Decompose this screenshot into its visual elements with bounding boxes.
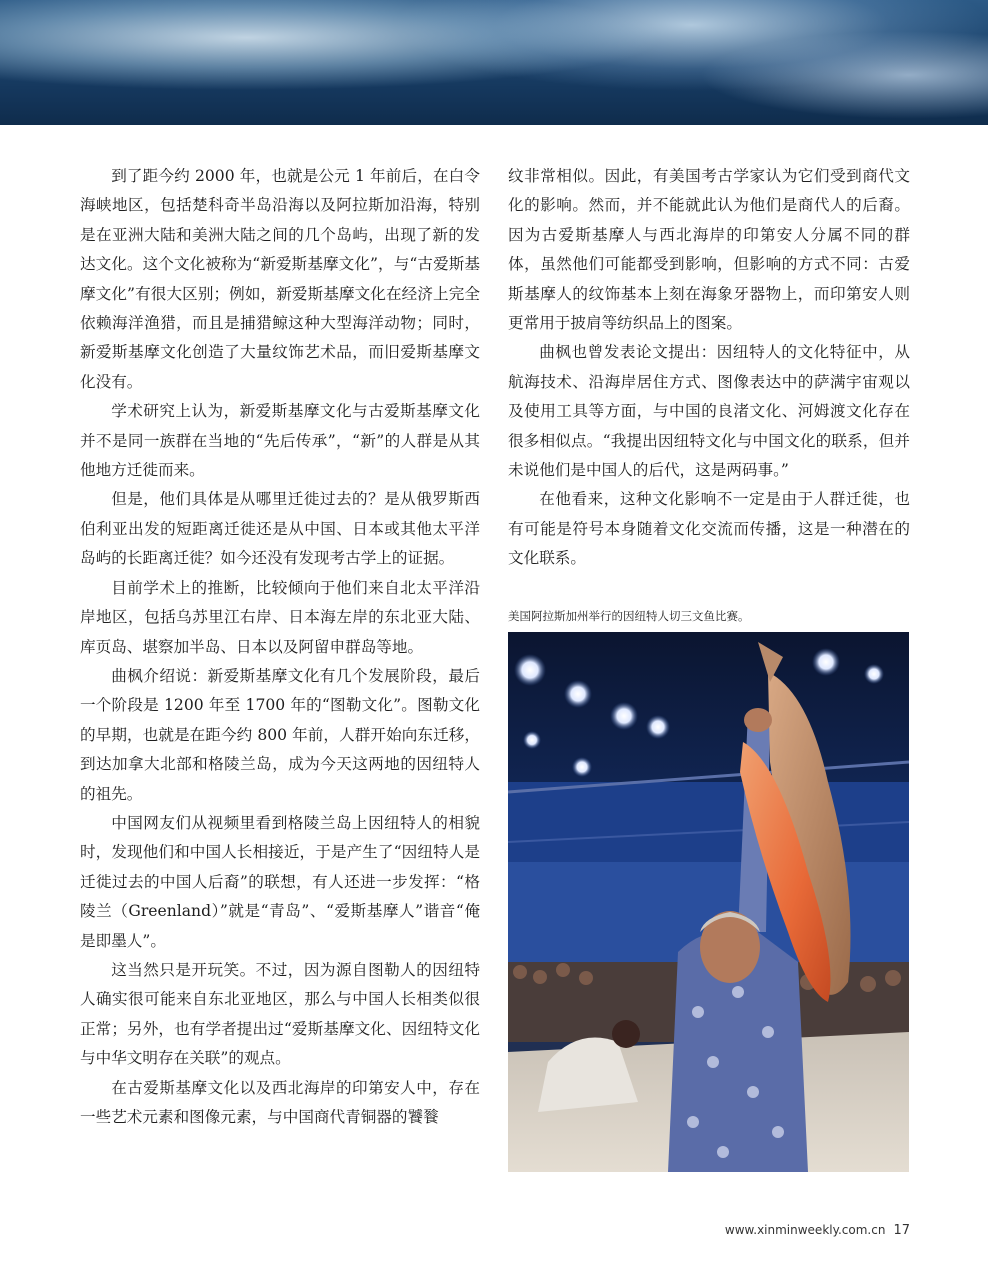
page-number: 17 — [893, 1223, 910, 1238]
page-footer — [725, 1223, 910, 1238]
paragraph: 目前学术上的推断，比较倾向于他们来自北太平洋沿岸地区，包括乌苏里江右岸、日本海左岸的东北亚大陆、库页岛、堪察加半岛、日本以及阿留申群岛等地。 — [80, 578, 480, 656]
paragraph: 在他看来，这种文化影响不一定是由于人群迁徙，也有可能是符号本身随着文化交流而传播，这是一种潜在的文化联系。 — [508, 490, 910, 568]
paragraph: 到了距今约 2000 年，也就是公元 1 年前后，在白令海峡地区，包括楚科奇半岛沿海以及阿拉斯加沿海，特别是在亚洲大陆和美洲大陆之间的几个岛屿，出现了新的发达文化。这个文化被称为“新爱斯基摩文化”，与“古爱斯基摩文化”有很大区别；例如，新爱斯基摩文化在经济上完全依赖海洋渔猎，而且是捕猎鲸这种大型海洋动物；同时，新爱斯基摩文化创造了大量纹饰艺术品，而旧爱斯基摩文化没有。 — [80, 167, 480, 391]
article-left-column — [80, 162, 480, 1132]
paragraph: 学术研究上认为，新爱斯基摩文化与古爱斯基摩文化并不是同一族群在当地的“先后传承”，“新”的人群是从其他地方迁徙而来。 — [80, 402, 480, 480]
website-url: www.xinminweekly.com.cn — [724, 1223, 886, 1237]
article-right-column — [508, 162, 910, 574]
salmon-contest-photo — [508, 632, 909, 1172]
paragraph: 曲枫也曾发表论文提出：因纽特人的文化特征中，从航海技术、沿海岸居住方式、图像表达中的萨满宇宙观以及使用工具等方面，与中国的良渚文化、河姆渡文化存在很多相似点。“我提出因纽特文化与中国文化的联系，但并未说他们是中国人的后代，这是两码事。” — [508, 343, 910, 480]
photo-caption: 美国阿拉斯加州举行的因纽特人切三文鱼比赛。 — [508, 609, 750, 623]
paragraph: 这当然只是开玩笑。不过，因为源自图勒人的因纽特人确实很可能来自东北亚地区，那么与中国人长相类似很正常；另外，也有学者提出过“爱斯基摩文化、因纽特文化与中华文明存在关联”的观点。 — [80, 960, 480, 1068]
paragraph: 曲枫介绍说：新爱斯基摩文化有几个发展阶段，最后一个阶段是 1200 年至 1700 年的“图勒文化”。图勒文化的早期，也就是在距今约 800 年前，人群开始向东迁移，到达加拿大北部和格陵兰岛，成为今天这两地的因纽特人的祖先。 — [80, 666, 480, 803]
paragraph: 在古爱斯基摩文化以及西北海岸的印第安人中，存在一些艺术元素和图像元素，与中国商代青铜器的饕餮 — [80, 1078, 480, 1126]
paragraph: 但是，他们具体是从哪里迁徙过去的？是从俄罗斯西伯利亚出发的短距离迁徙还是从中国、日本或其他太平洋岛屿的长距离迁徙？如今还没有发现考古学上的证据。 — [80, 490, 480, 568]
paragraph: 中国网友们从视频里看到格陵兰岛上因纽特人的相貌时，发现他们和中国人长相接近，于是产生了“因纽特人是迁徙过去的中国人后裔”的联想，有人还进一步发挥：“格陵兰（Greenland）”就是“青岛”、“爱斯基摩人”谐音“俺是即墨人”。 — [80, 813, 480, 950]
paragraph-continued: 纹非常相似。因此，有美国考古学家认为它们受到商代文化的影响。然而，并不能就此认为他们是商代人的后裔。因为古爱斯基摩人与西北海岸的印第安人分属不同的群体，虽然他们可能都受到影响，但影响的方式不同：古爱斯基摩人的纹饰基本上刻在海象牙器物上，而印第安人则更常用于披肩等纺织品上的图案。 — [508, 167, 910, 333]
banner-image — [0, 0, 988, 125]
